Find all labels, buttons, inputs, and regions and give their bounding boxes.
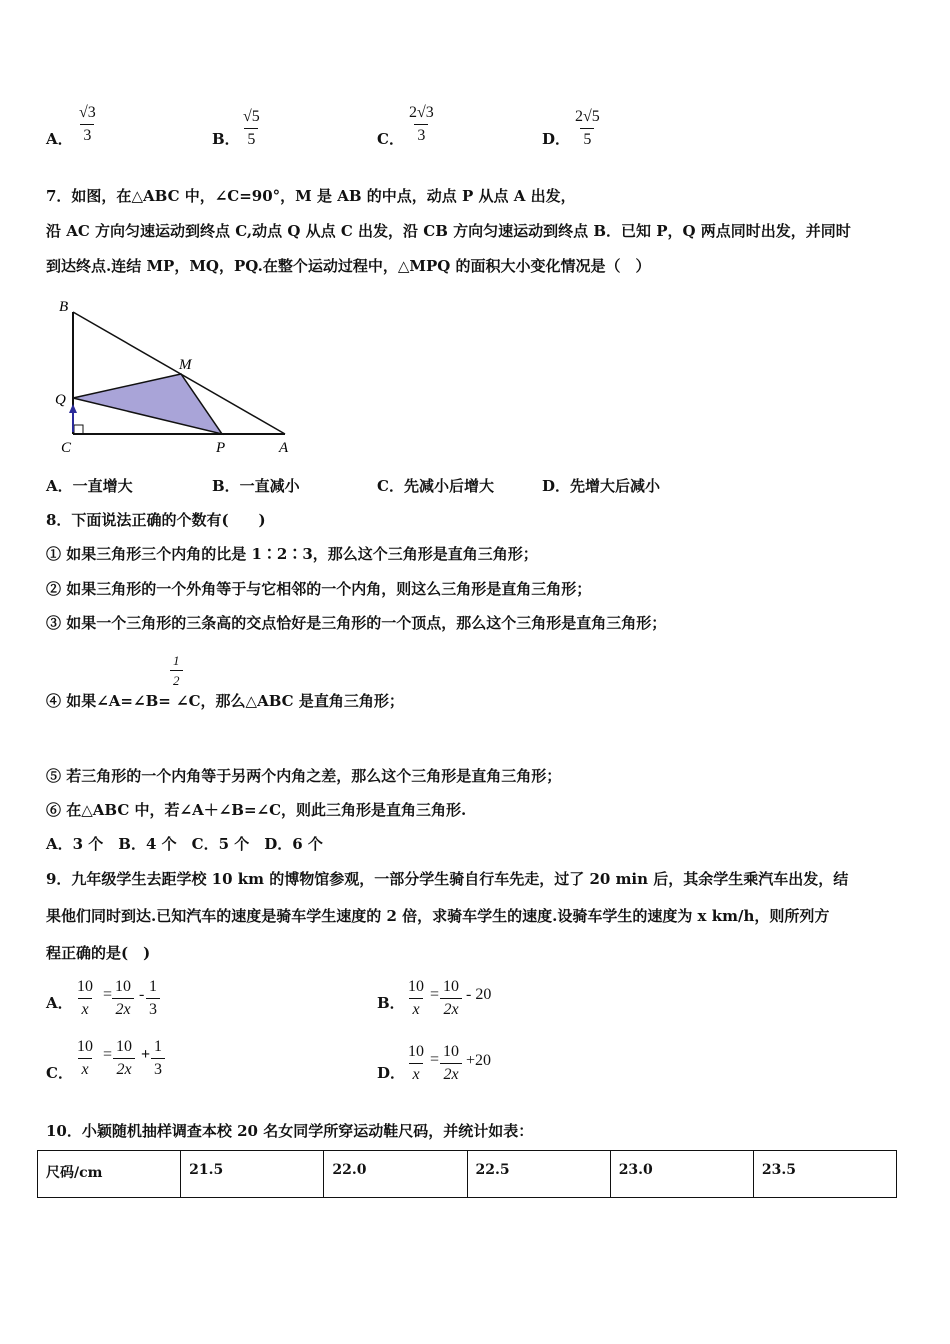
fraction-10-over-x: [74, 1038, 96, 1079]
numerator: 10: [408, 978, 424, 995]
q6-option-a-label: A．: [46, 130, 73, 148]
option-label: C．: [46, 1064, 73, 1082]
denominator: x: [78, 1058, 91, 1079]
q8-statement-4-fraction: [170, 653, 183, 688]
fraction-10-over-x: [74, 978, 96, 1019]
numerator: 10: [77, 1038, 93, 1055]
q6-option-c-fraction: [406, 104, 437, 145]
numerator: √3: [79, 104, 96, 121]
denominator: 5: [580, 128, 594, 149]
operator: +: [141, 1046, 151, 1063]
equals-sign: =: [430, 986, 440, 1003]
denominator: x: [409, 1063, 422, 1084]
q7-option-c: C．先减小后增大: [377, 477, 494, 495]
numerator: 10: [115, 978, 131, 995]
q6-option-c-label: C．: [377, 130, 404, 148]
denominator: 2x: [440, 998, 461, 1019]
denominator: 2x: [113, 1058, 134, 1079]
q9-line-2: 果他们同时到达.已知汽车的速度是骑车学生速度的 2 倍，求骑车学生的速度.设骑车学生的速度为 x km/h，则所列方: [46, 907, 830, 925]
numerator: 1: [149, 978, 157, 995]
q7-line-1: 7．如图，在△ABC 中，∠C=90°，M 是 AB 的中点，动点 P 从点 A 出发，: [46, 187, 576, 205]
right-angle-mark: [74, 425, 83, 434]
q8-statement-6: ⑥ 在△ABC 中，若∠A＋∠B=∠C，则此三角形是直角三角形.: [46, 801, 467, 819]
table-header-cell: 22.5: [468, 1151, 611, 1197]
q7-triangle-figure: [45, 292, 305, 462]
numerator: √5: [243, 108, 260, 125]
label-a: A: [279, 440, 289, 456]
option-label: A．: [46, 994, 73, 1012]
q9-line-3: 程正确的是( ): [46, 944, 151, 962]
remainder: +20: [466, 1052, 492, 1069]
denominator: 3: [414, 124, 428, 145]
denominator: 3: [151, 1058, 165, 1079]
table-header-cell: 23.5: [761, 1162, 796, 1178]
fraction-10-over-2x: [440, 1043, 462, 1084]
numerator: 10: [443, 978, 459, 995]
q6-option-b-label: B．: [212, 130, 240, 148]
q7-option-d: D．先增大后减小: [542, 477, 661, 495]
denominator: 5: [244, 128, 258, 149]
denominator: 2x: [112, 998, 133, 1019]
numerator: 10: [77, 978, 93, 995]
triangle-mpq-shaded: [73, 374, 222, 434]
q8-statement-1: ① 如果三角形三个内角的比是 1∶2∶3，那么这个三角形是直角三角形；: [46, 545, 538, 563]
denominator: x: [78, 998, 91, 1019]
label-m: M: [179, 357, 192, 373]
operator: -: [139, 986, 145, 1003]
q8-stem: 8．下面说法正确的个数有( ): [46, 511, 266, 529]
fraction-10-over-x: [405, 978, 427, 1019]
equals-sign: =: [430, 1051, 440, 1068]
table-header-cell: 23.0: [611, 1151, 754, 1197]
option-label: B．: [377, 994, 405, 1012]
numerator: 2√5: [575, 108, 600, 125]
denominator: 3: [146, 998, 160, 1019]
numerator: 10: [443, 1043, 459, 1060]
q-arrow-head: [69, 404, 77, 413]
fraction-10-over-2x: [112, 978, 134, 1019]
option-label: D．: [377, 1064, 406, 1082]
q6-option-d-fraction: [572, 108, 603, 149]
shoe-size-table: [37, 1150, 897, 1198]
fraction-1-over-3: [146, 978, 160, 1019]
q6-option-d-label: D．: [542, 130, 571, 148]
q8-options: A．3 个 B．4 个 C．5 个 D．6 个: [46, 835, 323, 853]
q8-statement-2: ② 如果三角形的一个外角等于与它相邻的一个内角，则这么三角形是直角三角形；: [46, 580, 592, 598]
table-header-cell: 22.0: [324, 1151, 467, 1197]
numerator: 10: [116, 1038, 132, 1055]
q8-statement-5: ⑤ 若三角形的一个内角等于另两个内角之差，那么这个三角形是直角三角形；: [46, 767, 562, 785]
q7-option-b: B．一直减小: [212, 477, 300, 495]
numerator: 1: [154, 1038, 162, 1055]
q8-statement-4: ④ 如果∠A=∠B= ∠C，那么△ABC 是直角三角形；: [46, 692, 404, 710]
q6-option-b-fraction: [240, 108, 263, 149]
equals-sign: =: [103, 986, 113, 1003]
numerator: 2√3: [409, 104, 434, 121]
equals-sign: =: [103, 1046, 113, 1063]
q9-line-1: 9．九年级学生去距学校 10 km 的博物馆参观，一部分学生骑自行车先走，过了 20 min 后，其余学生乘汽车出发，结: [46, 870, 849, 888]
q7-option-a: A．一直增大: [46, 477, 133, 495]
q7-line-3: 到达终点.连结 MP，MQ，PQ.在整个运动过程中，△MPQ 的面积大小变化情况是（ ）: [46, 257, 651, 275]
denominator: x: [409, 998, 422, 1019]
remainder: - 20: [466, 986, 492, 1003]
q8-statement-3: ③ 如果一个三角形的三条高的交点恰好是三角形的一个顶点，那么这个三角形是直角三角形；: [46, 614, 667, 632]
fraction-10-over-2x: [440, 978, 462, 1019]
table-header-cell: 21.5: [181, 1151, 324, 1197]
denominator: 3: [80, 124, 94, 145]
table-header-cell: 尺码/cm: [38, 1151, 181, 1197]
numerator: 1: [173, 653, 180, 668]
numerator: 10: [408, 1043, 424, 1060]
fraction-10-over-x: [405, 1043, 427, 1084]
label-q: Q: [55, 392, 66, 408]
q7-line-2: 沿 AC 方向匀速运动到终点 C,动点 Q 从点 C 出发，沿 CB 方向匀速运动到终点 B．已知 P，Q 两点同时出发，并同时: [46, 222, 851, 240]
label-b: B: [59, 299, 69, 315]
fraction-10-over-2x: [113, 1038, 135, 1079]
denominator: 2: [170, 670, 183, 688]
q10-stem: 10．小颖随机抽样调查本校 20 名女同学所穿运动鞋尺码，并统计如表：: [46, 1122, 534, 1140]
denominator: 2x: [440, 1063, 461, 1084]
q6-option-a-fraction: [76, 104, 99, 145]
label-p: P: [216, 440, 226, 456]
fraction-1-over-3: [151, 1038, 165, 1079]
label-c: C: [61, 440, 72, 456]
